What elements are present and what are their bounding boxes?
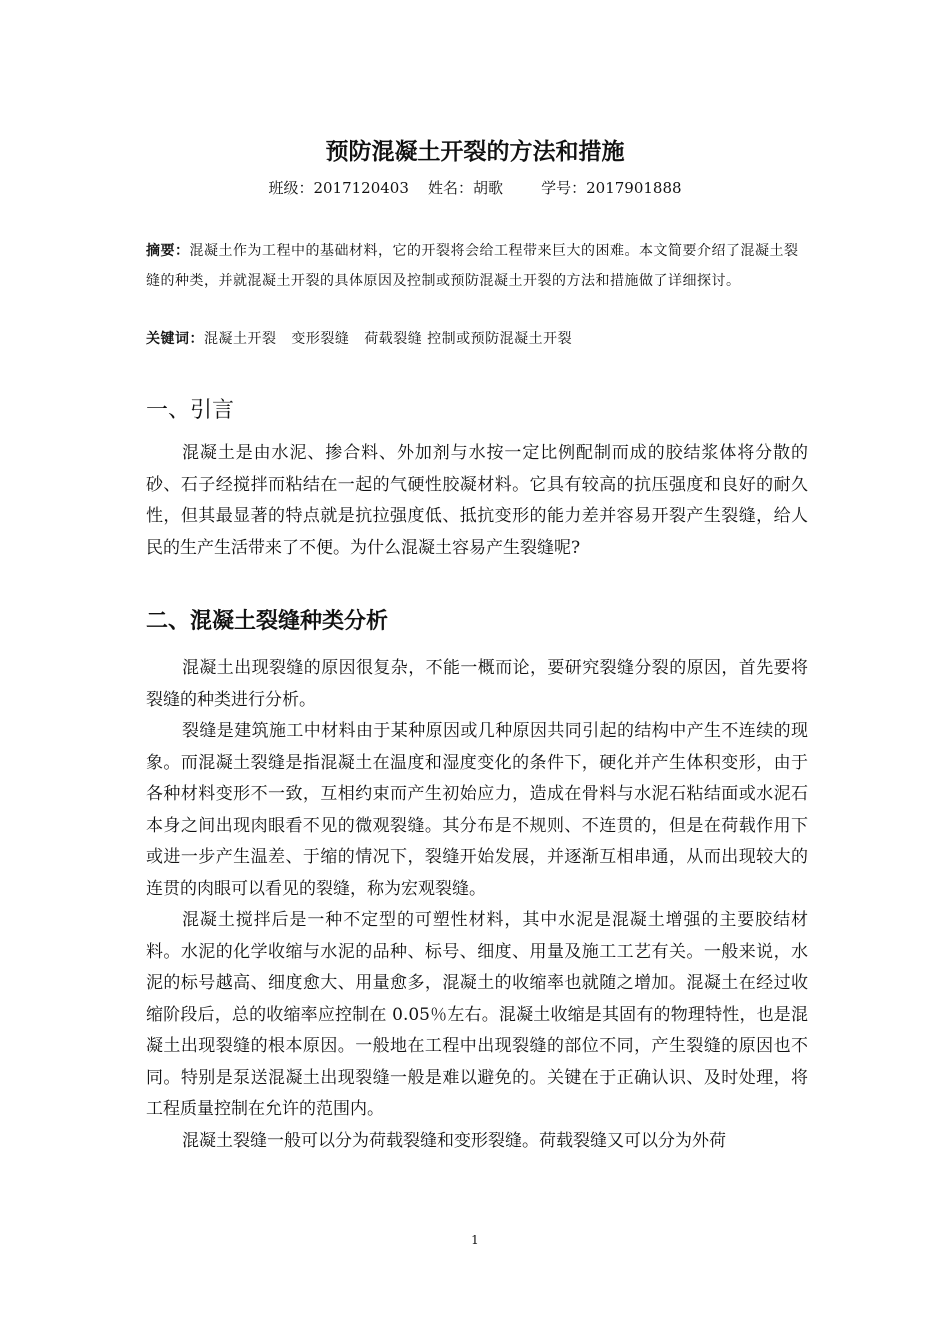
- paragraph: 混凝土搅拌后是一种不定型的可塑性材料，其中水泥是混凝土增强的主要胶结材料。水泥的化学收缩与水泥的品种、标号、细度、用量及施工工艺有关。一般来说，水泥的标号越高、细度愈大、用量愈多，混凝土的收缩率也就随之增加。混凝土在经过收缩阶段后，总的收缩率应控制在 0.05％左右。混凝土收缩是其固有的物理特性，也是混凝土出现裂缝的根本原因。一般地在工程中出现裂缝的部位不同，产生裂缝的原因也不同。特别是泵送混凝土出现裂缝一般是难以避免的。关键在于正确认识、及时处理，将工程质量控制在允许的范围内。: [146, 910, 808, 1119]
- section-body-introduction: [146, 438, 808, 564]
- page-number: 1: [471, 1233, 479, 1247]
- keywords-text: 混凝土开裂 变形裂缝 荷载裂缝 控制或预防混凝土开裂: [204, 331, 573, 347]
- section-heading-crack-types: 二、混凝土裂缝种类分析: [146, 609, 389, 634]
- paragraph: 混凝土裂缝一般可以分为荷载裂缝和变形裂缝。荷载裂缝又可以分为外荷: [182, 1130, 726, 1151]
- section-heading-introduction: 一、引言: [146, 398, 235, 423]
- abstract-block: [146, 236, 808, 296]
- abstract-text: 混凝土作为工程中的基础材料，它的开裂将会给工程带来巨大的困难。本文简要介绍了混凝土裂缝的种类，并就混凝土开裂的具体原因及控制或预防混凝土开裂的方法和措施做了详细探讨。: [146, 243, 799, 289]
- author-info-line: 班级：2017120403 姓名：胡歌 学号：2017901888: [268, 179, 682, 197]
- paragraph: 裂缝是建筑施工中材料由于某种原因或几种原因共同引起的结构中产生不连续的现象。而混凝土裂缝是指混凝土在温度和湿度变化的条件下，硬化并产生体积变形，由于各种材料变形不一致，互相约束而产生初始应力，造成在骨料与水泥石粘结面或水泥石本身之间出现肉眼看不见的微观裂缝。其分布是不规则、不连贯的，但是在荷载作用下或进一步产生温差、于缩的情况下，裂缝开始发展，并逐渐互相串通，从而出现较大的连贯的肉眼可以看见的裂缝，称为宏观裂缝。: [146, 721, 808, 899]
- paragraph: 混凝土出现裂缝的原因很复杂，不能一概而论，要研究裂缝分裂的原因，首先要将裂缝的种类进行分析。: [146, 658, 808, 710]
- paragraph: 混凝土是由水泥、掺合料、外加剂与水按一定比例配制而成的胶结浆体将分散的砂、石子经搅拌而粘结在一起的气硬性胶凝材料。它具有较高的抗压强度和良好的耐久性，但其最显著的特点就是抗拉强度低、抵抗变形的能力差并容易开裂产生裂缝，给人民的生产生活带来了不便。为什么混凝土容易产生裂缝呢?: [146, 443, 808, 558]
- keywords-block: [146, 326, 808, 352]
- keywords-label: 关键词：: [146, 331, 204, 347]
- abstract-label: 摘要：: [146, 243, 190, 259]
- section-body-crack-types: [146, 653, 808, 1157]
- document-title: 预防混凝土开裂的方法和措施: [325, 139, 625, 165]
